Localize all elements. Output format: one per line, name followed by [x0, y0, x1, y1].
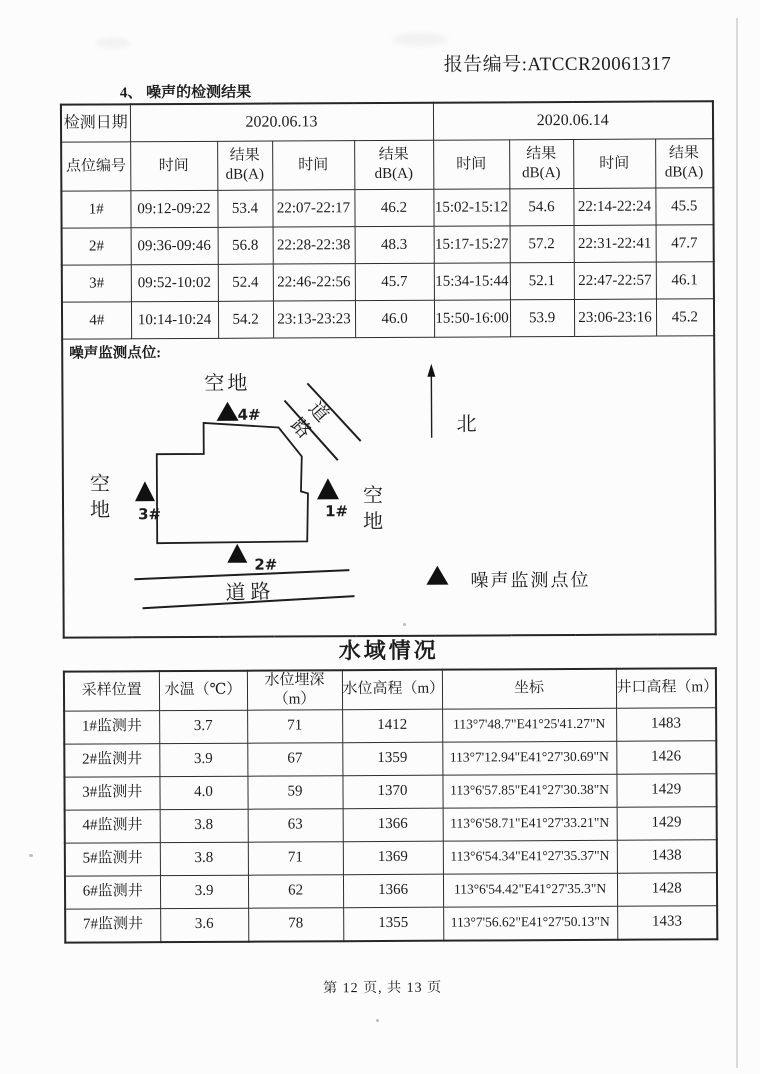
open-land-top-label: 空地: [204, 372, 251, 395]
cell-time: 15:02-15:12: [433, 189, 509, 226]
road-top-label: 道路: [286, 398, 336, 446]
scan-speck: [29, 854, 33, 857]
cell-well: 6#监测井: [65, 875, 160, 908]
road-bottom-label: 道路: [225, 580, 276, 605]
noise-row-4: [62, 299, 714, 339]
point-1-label: 1#: [325, 502, 349, 521]
water-row-4: [65, 806, 717, 842]
noise-date-2: 2020.06.14: [433, 101, 713, 140]
north-label: 北: [456, 413, 477, 436]
cell-time: 15:50-16:00: [434, 300, 510, 337]
cell-elev: 1412: [342, 709, 442, 743]
noise-section-title: 4、 噪声的检测结果: [119, 84, 252, 102]
cell-result: 57.2: [510, 225, 574, 262]
cell-wellhead: 1428: [617, 872, 717, 906]
cell-depth: 63: [248, 808, 343, 841]
cell-coord: 113°7'12.94"E41°27'30.69"N: [442, 741, 616, 775]
noise-results-table: [60, 100, 717, 638]
cell-time: 22:46-22:56: [273, 264, 355, 301]
cell-result: 53.9: [510, 299, 574, 336]
cell-temp: 3.9: [160, 875, 248, 908]
cell-time: 09:36-09:46: [131, 227, 218, 264]
cell-time: 09:12-09:22: [130, 190, 217, 227]
cell-depth: 71: [247, 709, 342, 742]
noise-point-label: 点位编号: [61, 142, 130, 191]
noise-col-time: 时间: [272, 141, 354, 190]
water-row-3: [64, 773, 716, 809]
cell-coord: 113°6'54.34"E41°27'35.37"N: [443, 840, 617, 874]
cell-wellhead: 1483: [616, 707, 716, 741]
cell-coord: 113°6'54.42"E41°27'35.3"N: [443, 873, 617, 907]
cell-temp: 4.0: [159, 776, 247, 809]
cell-result: 52.1: [510, 262, 574, 299]
noise-col-time: 时间: [433, 140, 509, 189]
cell-depth: 59: [247, 775, 342, 808]
cell-temp: 3.7: [159, 710, 247, 743]
scan-smudge: [392, 33, 448, 46]
cell-wellhead: 1429: [617, 806, 717, 840]
cell-elev: 1369: [343, 841, 443, 875]
open-land-right-label: 空地: [362, 484, 384, 534]
cell-temp: 3.9: [159, 743, 247, 776]
noise-row-3: [62, 262, 714, 302]
cell-result: 45.7: [355, 263, 434, 300]
cell-result: 48.3: [355, 226, 434, 263]
cell-result: 56.8: [218, 227, 273, 264]
cell-result: 46.2: [354, 189, 433, 226]
water-row-1: [64, 707, 716, 743]
scan-smudge: [96, 38, 130, 48]
cell-elev: 1366: [343, 874, 443, 908]
cell-time: 15:17-15:27: [434, 226, 510, 263]
point-4-label: 4#: [237, 405, 261, 424]
cell-coord: 113°7'48.7"E41°25'41.27"N: [442, 708, 616, 742]
cell-well: 2#监测井: [64, 743, 159, 776]
noise-row-1: [61, 188, 713, 228]
cell-coord: 113°7'56.62"E41°27'50.13"N: [443, 906, 617, 940]
cell-depth: 78: [248, 907, 343, 941]
cell-well: 5#监测井: [65, 842, 160, 875]
point-3-label: 3#: [138, 505, 162, 524]
report-number: 报告编号:ATCCR20061317: [443, 53, 672, 76]
cell-well: 7#监测井: [65, 908, 160, 942]
water-row-6: [65, 872, 717, 908]
cell-time: 22:14-22:24: [573, 188, 655, 225]
point-marker-3: [135, 481, 155, 501]
cell-time: 23:06-23:16: [574, 299, 656, 336]
site-map-row: [62, 336, 716, 638]
water-row-2: [64, 740, 716, 776]
cell-time: 10:14-10:24: [131, 301, 218, 338]
cell-result: 46.0: [355, 300, 434, 337]
cell-result: 47.7: [656, 225, 714, 262]
water-col-wellhead: 井口高程（m）: [616, 668, 716, 708]
cell-elev: 1370: [342, 775, 442, 809]
north-arrow-head: [427, 364, 435, 377]
cell-point: 1#: [61, 191, 130, 228]
site-map-cell: [62, 336, 716, 638]
cell-result: 46.1: [656, 262, 714, 299]
cell-depth: 67: [247, 742, 342, 775]
noise-date-label: 检测日期: [61, 104, 130, 142]
water-col-location: 采样位置: [64, 671, 159, 710]
cell-time: 23:13-23:23: [273, 301, 355, 338]
cell-time: 22:47-22:57: [574, 262, 656, 299]
water-header-row: [64, 668, 716, 710]
building-outline: [157, 422, 309, 543]
noise-col-result: 结果 dB(A): [354, 140, 433, 189]
cell-well: 3#监测井: [64, 776, 159, 809]
noise-col-result: 结果 dB(A): [655, 139, 713, 188]
cell-elev: 1359: [342, 742, 442, 776]
cell-time: 22:28-22:38: [273, 227, 355, 264]
cell-temp: 3.6: [160, 908, 248, 942]
scan-speck: [403, 623, 406, 626]
open-land-left-label: 空地: [89, 473, 111, 522]
noise-site-map: [63, 336, 715, 636]
cell-elev: 1355: [343, 907, 443, 941]
cell-point: 4#: [62, 302, 131, 339]
cell-result: 54.6: [509, 188, 573, 225]
water-col-coords: 坐标: [442, 669, 616, 709]
water-row-5: [65, 839, 717, 875]
cell-depth: 71: [248, 841, 343, 874]
water-section-title: 水域情况: [338, 637, 439, 664]
cell-point: 3#: [62, 265, 131, 302]
page-footer: 第 12 页, 共 13 页: [323, 980, 443, 997]
point-marker-4: [216, 402, 238, 421]
noise-col-time: 时间: [573, 139, 655, 188]
cell-time: 15:34-15:44: [434, 263, 510, 300]
noise-col-result: 结果 dB(A): [217, 141, 272, 190]
point-marker-1: [317, 478, 339, 499]
cell-time: 22:07-22:17: [272, 190, 354, 227]
cell-well: 1#监测井: [64, 710, 159, 743]
site-map-drawing: [63, 336, 717, 636]
cell-depth: 62: [248, 874, 343, 907]
noise-date-1: 2020.06.13: [130, 103, 433, 142]
cell-wellhead: 1429: [616, 773, 716, 807]
road-bottom-line-1: [134, 570, 349, 579]
water-col-temp: 水温（℃）: [159, 671, 247, 710]
cell-result: 53.4: [217, 190, 272, 227]
water-row-7: [65, 905, 717, 942]
cell-time: 09:52-10:02: [131, 264, 218, 301]
noise-col-result: 结果 dB(A): [509, 139, 573, 188]
point-marker-2: [227, 544, 247, 563]
noise-date-row: [61, 101, 713, 142]
noise-row-2: [62, 225, 714, 265]
cell-wellhead: 1433: [617, 905, 717, 939]
cell-result: 54.2: [218, 301, 273, 338]
water-col-depth: 水位埋深（m）: [247, 670, 342, 709]
cell-result: 45.5: [655, 188, 713, 225]
scan-speck: [376, 1019, 379, 1022]
water-col-elevation: 水位高程（m）: [342, 670, 442, 710]
cell-result: 45.2: [656, 299, 714, 336]
noise-header-row: [61, 139, 713, 191]
cell-wellhead: 1426: [616, 740, 716, 774]
cell-time: 22:31-22:41: [574, 225, 656, 262]
site-map-caption: 噪声监测点位:: [69, 345, 162, 362]
cell-temp: 3.8: [160, 809, 248, 842]
legend-label: 噪声监测点位: [470, 569, 591, 591]
legend-marker: [426, 566, 448, 585]
cell-elev: 1366: [343, 808, 443, 842]
cell-well: 4#监测井: [65, 809, 160, 842]
scan-page-edge-line: [736, 18, 738, 1068]
cell-wellhead: 1438: [617, 839, 717, 873]
cell-point: 2#: [62, 228, 131, 265]
noise-col-time: 时间: [130, 141, 217, 190]
cell-result: 52.4: [218, 264, 273, 301]
cell-coord: 113°6'58.71"E41°27'33.21"N: [443, 807, 617, 841]
cell-coord: 113°6'57.85"E41°27'30.38"N: [442, 774, 616, 808]
cell-temp: 3.8: [160, 842, 248, 875]
point-2-label: 2#: [254, 555, 278, 574]
water-table: [63, 667, 718, 943]
